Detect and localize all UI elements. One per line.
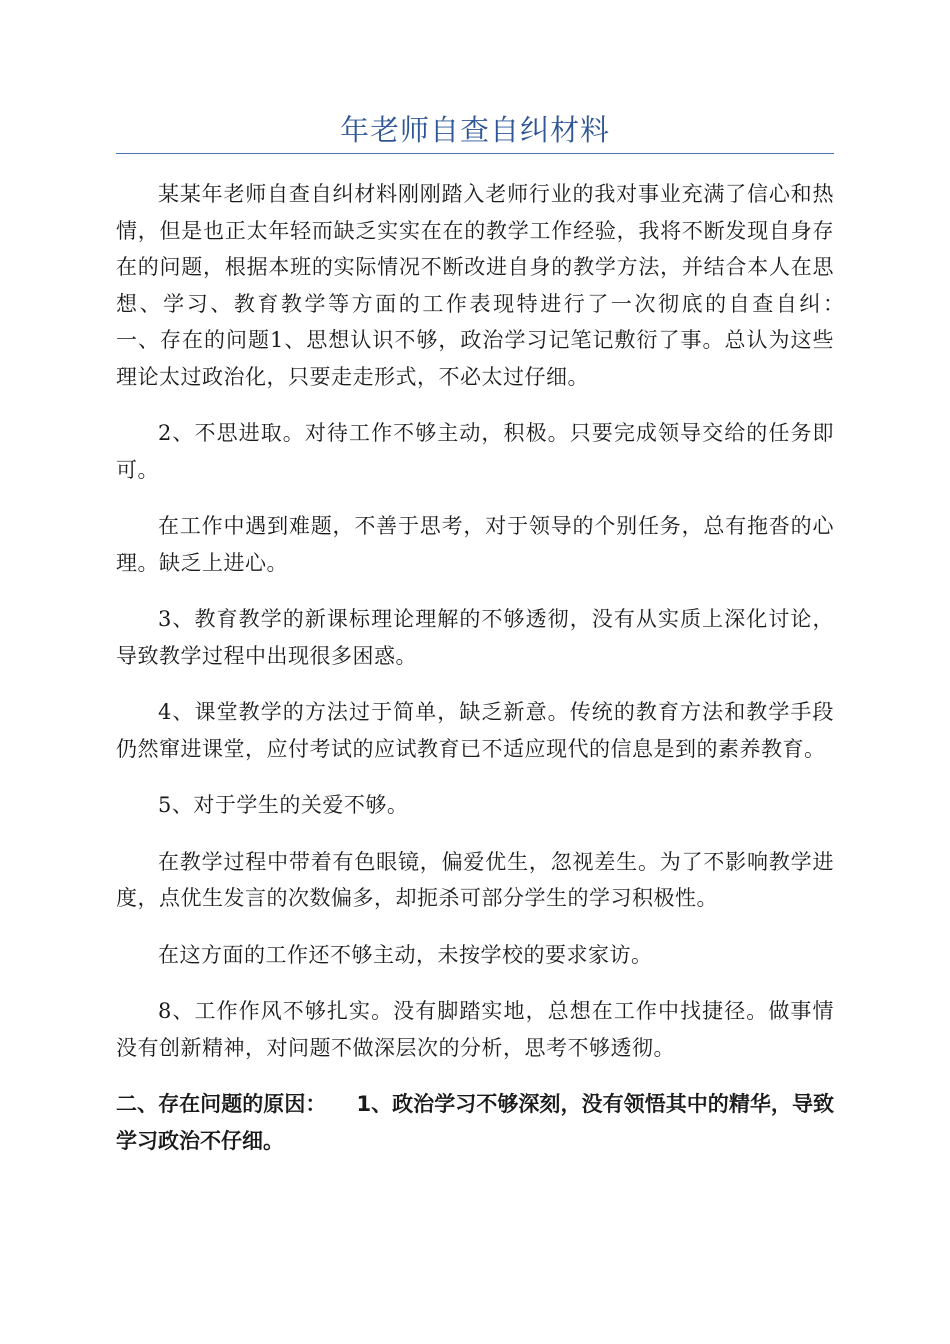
paragraph-item-8: 8、工作作风不够扎实。没有脚踏实地，总想在工作中找捷径。做事情没有创新精神，对问题不做深层次的分析，思考不够透彻。: [116, 999, 834, 1060]
paragraph-item-5: 5、对于学生的关爱不够。: [158, 793, 409, 817]
section-2-heading: 二、存在问题的原因：: [116, 1092, 327, 1116]
document-body: [116, 176, 856, 1179]
paragraph-item-5-detail: 在教学过程中带着有色眼镜，偏爱优生，忽视差生。为了不影响教学进度，点优生发言的次数偏多，却扼杀可部分学生的学习积极性。: [116, 849, 834, 910]
paragraph-item-2: 2、不思进取。对待工作不够主动，积极。只要完成领导交给的任务即可。: [116, 421, 834, 482]
paragraph-intro: 某某年老师自查自纠材料刚刚踏入老师行业的我对事业充满了信心和热情，但是也正太年轻而缺乏实实在在的教学工作经验，我将不断发现自身存在的问题，根据本班的实际情况不断改进自身的教学方法，并结合本人在思想、学习、教育教学等方面的工作表现特进行了一次彻底的自查自纠： 一、存在的问题1、思想认识不够，政治学习记笔记敷衍了事。总认为这些理论太过政治化，只要走走形式，不必太过仔细。: [116, 182, 856, 389]
paragraph-home-visit: 在这方面的工作还不够主动，未按学校的要求家访。: [158, 942, 653, 967]
paragraph-item-4: 4、课堂教学的方法过于简单，缺乏新意。传统的教育方法和教学手段仍然窜进课堂，应付考试的应试教育已不适应现代的信息是到的素养教育。: [116, 700, 834, 761]
document-title: 年老师自查自纠材料: [339, 113, 610, 147]
section-2-text: 1、政治学习不够深刻，没有领悟其中的精华，导致学习政治不仔细。: [116, 1092, 834, 1153]
section-2-paragraph: [116, 1086, 834, 1159]
paragraph-item-2-detail: 在工作中遇到难题，不善于思考，对于领导的个别任务，总有拖沓的心理。缺乏上进心。: [116, 514, 834, 575]
title-underline: [116, 153, 834, 154]
paragraph-item-3: 3、教育教学的新课标理论理解的不够透彻，没有从实质上深化讨论，导致教学过程中出现很多困惑。: [116, 607, 834, 668]
